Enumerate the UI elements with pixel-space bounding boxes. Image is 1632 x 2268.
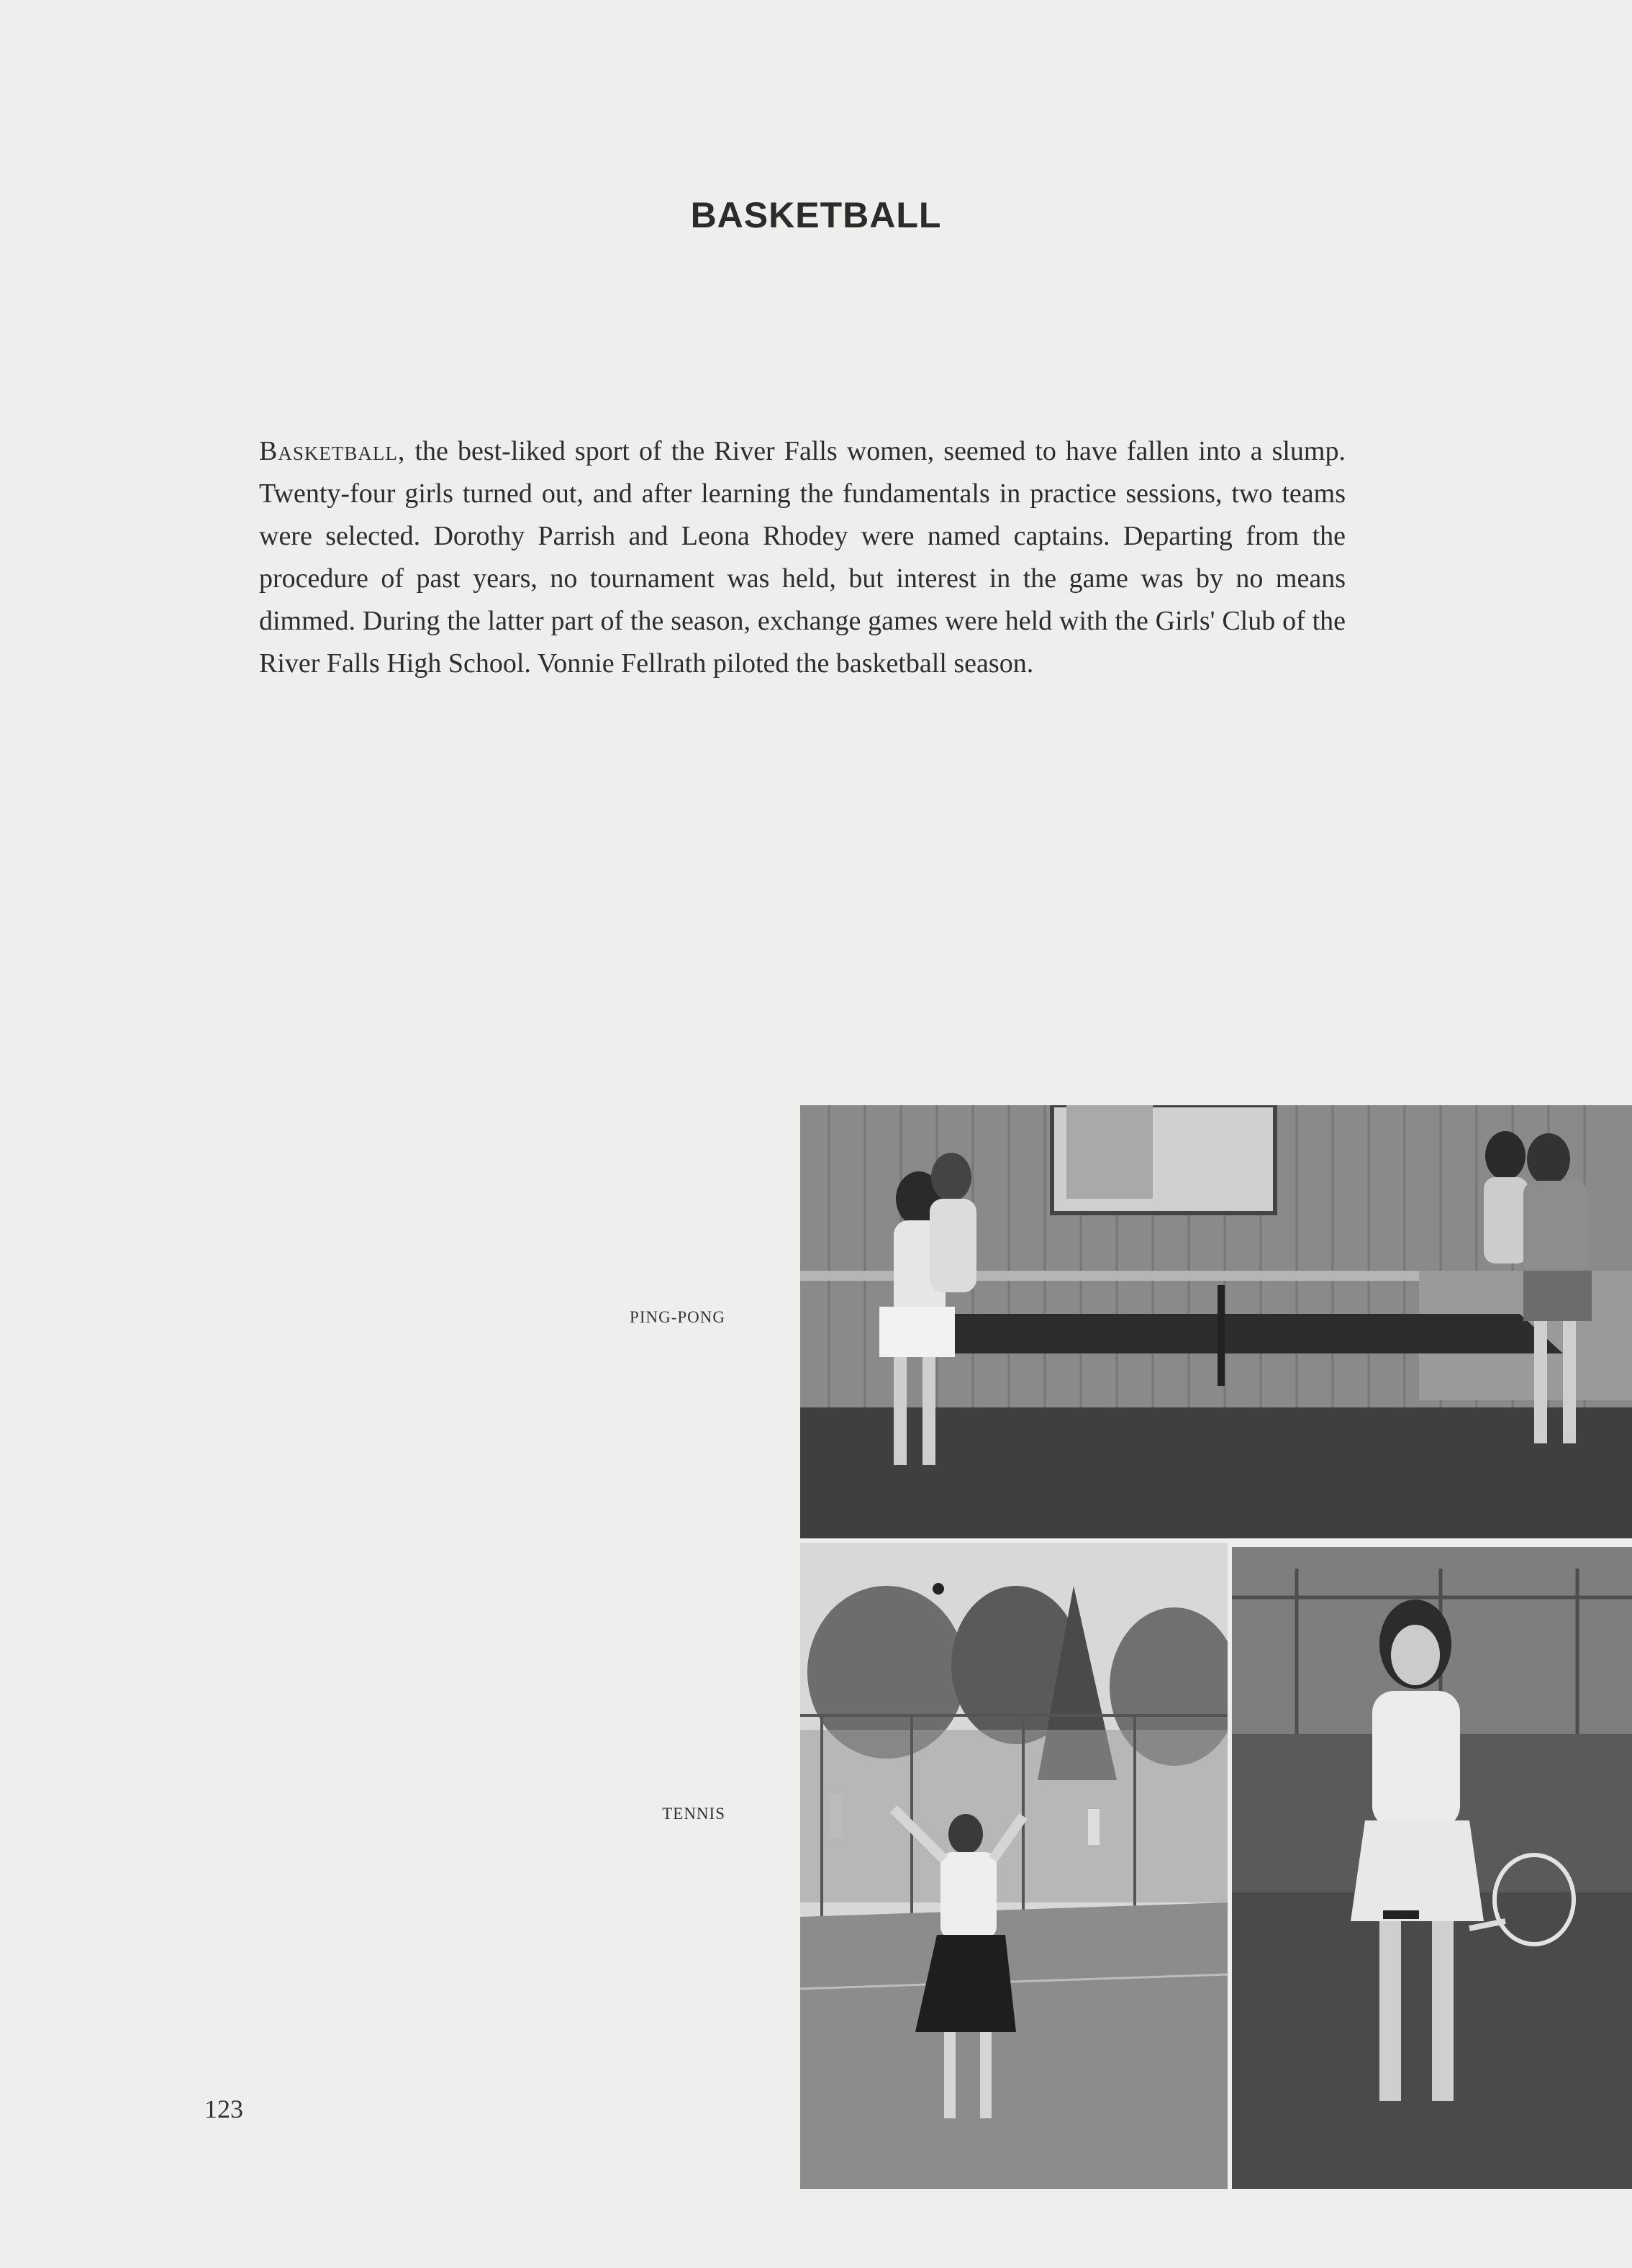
body-text: the best-liked sport of the River Falls women, seemed to have fallen into a slump. Twenty-four girls turned out, and after learning the fundamentals in practice sessions, two teams were selected. Dorothy Parrish and Leona Rhodey were named captains. Departing from the procedure of past years, no tournament was held, but interest in the game was by no means dimmed. During the latter part of the season, exchange games were held with the Girls' Club of the River Falls High School. Vonnie Fellrath piloted the basketball season. [259,436,1346,679]
tennis-caption: TENNIS [662,1805,725,1823]
body-paragraph [259,430,1346,685]
lead-word: Basketball, [259,436,406,466]
tennis-serve-photo [800,1543,1228,2189]
page-number: 123 [204,2095,243,2123]
tennis-portrait-photo [1232,1547,1632,2189]
ping-pong-caption: PING-PONG [630,1308,725,1326]
ping-pong-photo [800,1105,1632,1538]
page-heading: BASKETBALL [690,195,942,235]
